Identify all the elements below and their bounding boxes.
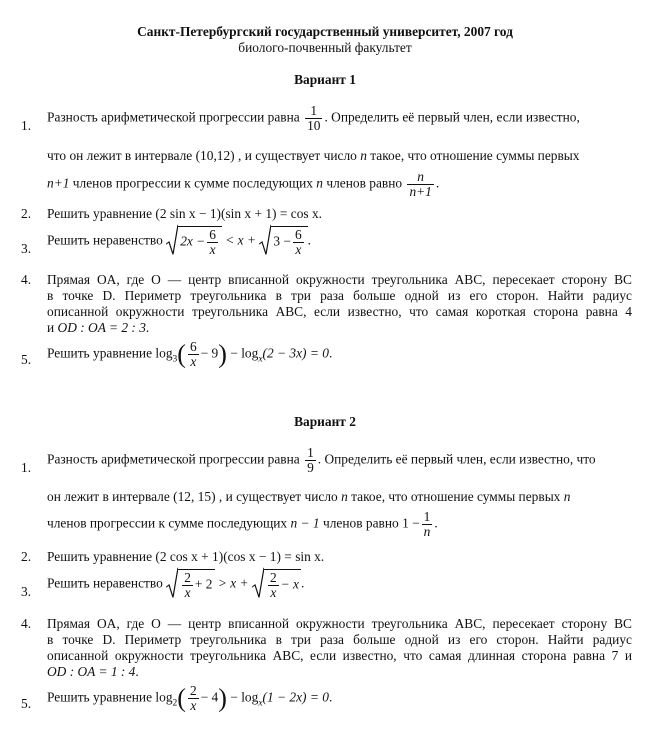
text: членов равно [322,515,399,531]
expression: n+1 [47,175,70,191]
log-base: 3 [172,354,178,365]
page-title: Санкт-Петербургский государственный университет, 2007 год [137,24,513,39]
v2-problem-5 [47,684,332,713]
numerator: 1 [423,509,431,524]
text: . [328,689,333,705]
denominator: x [188,354,199,369]
operator: > x + [217,575,249,591]
text: . Определить её первый член, если известно, [324,109,580,125]
expression: (1 − 2x) = 0 [262,689,329,705]
variable-n: n [360,148,367,163]
log: log [155,345,173,361]
page-subtitle: биолого-почвенный факультет [238,40,412,55]
paren-right: ) [218,683,227,713]
fraction [407,170,433,199]
fraction [422,510,433,539]
fraction [305,104,322,133]
v2-problem-1-line-2 [47,489,570,505]
v1-problem-1-line-3 [47,170,439,199]
radical-sign [166,567,178,598]
numerator: 6 [189,339,197,354]
denominator: x [293,242,304,257]
numerator: 2 [269,570,277,585]
numerator: 2 [184,570,191,585]
log-base: x [258,698,263,709]
paren-left: ( [177,683,186,713]
text: членов равно [326,175,403,191]
text: он лежит в интервале [47,489,170,504]
radical-sign [166,224,178,255]
numerator: n [417,169,424,184]
fraction [293,228,304,257]
text: . Определить её первый член, если известно, что [317,451,596,467]
paren-left: ( [177,339,186,369]
fraction [207,228,218,257]
problem-number: 4. [21,272,32,287]
text: Разность арифметической прогрессии равна [47,451,300,467]
v2-problem-3 [47,569,304,600]
v1-problem-2 [47,206,322,222]
text: . [435,175,440,191]
denominator: x [207,242,218,257]
operator: < x + [225,232,256,248]
text: Решить неравенство [47,232,163,248]
numerator: 6 [294,227,302,242]
log-base: x [258,354,263,365]
problem-number: 5. [21,352,32,367]
text: и [47,320,55,335]
problem-number: 1. [21,460,32,475]
text: что он лежит в интервале [47,148,193,163]
text: . [328,345,333,361]
interval: (10,12) [195,148,235,163]
text: такое, что отношение суммы первых [351,489,561,504]
numerator: 2 [189,683,197,698]
log: log [155,689,173,705]
v2-problem-1-line-1 [47,446,596,475]
text: Решить уравнение [47,345,153,361]
log: − log [230,689,259,705]
v1-problem-4-line-1: Прямая OA, где O — центр вписанной окружности треугольника ABC, пересекает сторону BC [47,272,632,287]
problem-number: 3. [21,241,32,256]
v2-problem-4-line-2: в точке D. Периметр треугольника в три раза больше одной из его сторон. Найти радиус [47,632,632,647]
v2-problem-4-line-4 [47,664,139,680]
v2-problem-4-line-3: описанной окружности треугольника ABC, если известно, что самая длинная сторона равна 7 и [47,648,632,663]
text: . [300,575,305,591]
denominator: x [182,585,193,600]
radical-sign [252,567,264,598]
expression: 1 − [402,515,420,531]
v1-problem-1-line-1 [47,104,580,133]
denominator: 10 [307,118,321,134]
denominator: x [268,585,279,600]
radical-sign [259,224,271,255]
variable-n: n [341,489,348,504]
log: − log [230,345,259,361]
text: Решить уравнение [47,689,153,705]
text: . [135,664,139,679]
expression: (2 − 3x) = 0 [262,345,329,361]
text: Разность арифметической прогрессии равна [47,109,300,125]
square-root [259,226,307,257]
interval: (12, 15) [173,489,216,504]
v2-problem-2 [47,549,324,565]
fraction [305,446,316,475]
problem-number: 1. [21,118,32,133]
problem-number: 2. [21,206,32,221]
paren-right: ) [218,339,227,369]
expression: 3 − [273,233,291,249]
fraction [268,571,279,600]
problem-number: 4. [21,616,32,631]
text: Решить уравнение [47,549,153,564]
text: членов прогрессии к сумме последующих [47,515,288,531]
denominator: 9 [307,460,314,476]
v2-problem-1-line-3 [47,510,438,539]
problem-number: 3. [21,584,32,599]
text: , и существует число [238,148,357,163]
expression: − x [280,576,299,592]
v1-problem-3 [47,226,311,257]
numerator: 1 [307,445,314,460]
expression: − 4 [200,689,219,705]
v1-problem-5 [47,340,332,369]
expression: 2x − [180,233,206,249]
variant-1-title: Вариант 1 [294,72,356,87]
text: , и существует число [218,489,338,504]
fraction [188,684,199,713]
text: Решить неравенство [47,575,163,591]
log-base: 2 [172,698,178,709]
equation: (2 cos x + 1)(cos x − 1) = sin x [155,549,321,564]
text: Решить уравнение [47,206,153,221]
fraction [182,571,193,600]
text: . [145,320,150,335]
variable-n: n [316,175,323,191]
problem-number: 2. [21,549,32,564]
v1-problem-4-line-2: в точке D. Периметр треугольника в три раза больше одной из его сторон. Найти радиус [47,288,632,303]
v1-problem-4-line-3: описанной окружности треугольника ABC, если известно, что самая короткая сторона равна 4 [47,304,632,319]
expression: n − 1 [290,515,320,531]
denominator: x [188,698,199,713]
v1-problem-1-line-2 [47,148,580,164]
problem-number: 5. [21,696,32,711]
v2-problem-4-line-1: Прямая OA, где O — центр вписанной окружности треугольника ABC, пересекает сторону BC [47,616,632,631]
square-root [166,226,222,257]
equation: (2 sin x − 1)(sin x + 1) = cos x [155,206,319,221]
denominator: n+1 [409,184,432,200]
numerator: 1 [310,103,318,118]
ratio: OD : OA = 2 : 3 [57,320,146,335]
square-root [166,569,214,600]
text: . [434,515,438,531]
text: членов прогрессии к сумме последующих [72,175,313,191]
square-root [252,569,301,600]
text: . [307,232,312,248]
expression: + 2 [194,576,213,592]
denominator: n [423,524,431,540]
expression: − 9 [200,345,219,361]
fraction [188,340,199,369]
text: такое, что отношение суммы первых [370,148,580,163]
numerator: 6 [209,227,216,242]
text: . [320,549,325,564]
variant-2-title: Вариант 2 [294,414,356,429]
ratio: OD : OA = 1 : 4 [47,664,136,679]
text: . [318,206,323,221]
v1-problem-4-line-4 [47,320,149,336]
variable-n: n [563,489,571,504]
